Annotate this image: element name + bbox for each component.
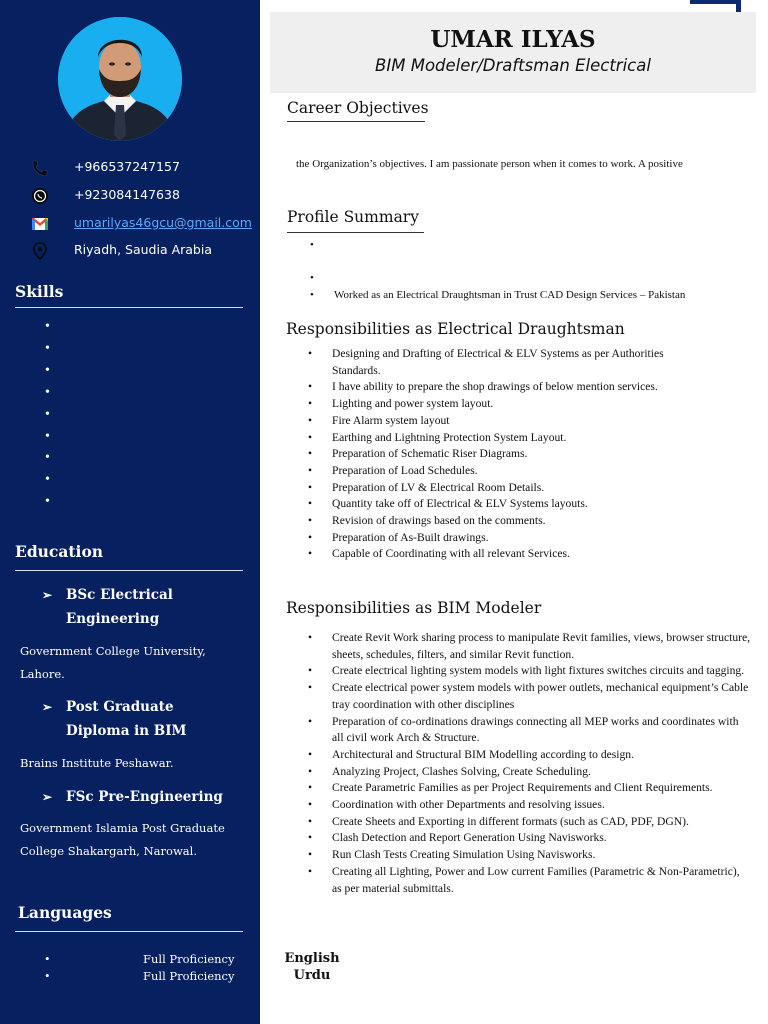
list-item [306, 714, 752, 747]
list-item-text: Create electrical power system models with power outlets, mechanical equipment’s Cable tray coordination with other disciplines [332, 681, 749, 711]
list-item [306, 747, 752, 764]
contact-phone[interactable] [0, 157, 260, 179]
education-place-fsc: Government Islamia Post Graduate College Shakargarh, Narowal. [20, 821, 225, 858]
list-item-text: Revision of drawings based on the comments. [332, 514, 546, 528]
bullet-icon: • [308, 681, 313, 695]
list-item-text: Run Clash Tests Creating Simulation Using Navisworks. [332, 848, 596, 862]
arrow-bullet-icon: ➢ [42, 790, 53, 804]
candidate-role: BIM Modeler/Draftsman Electrical [375, 56, 651, 75]
list-item-text: Create electrical lighting system models with light fixtures switches circuits and tagging. [332, 664, 745, 678]
list-item-text: Clash Detection and Report Generation Using Navisworks. [332, 831, 607, 845]
list-item [306, 379, 706, 396]
list-item [306, 764, 752, 781]
profile-summary-item: Worked as an Electrical Draughtsman in Trust CAD Design Services – Pakistan [334, 289, 686, 301]
list-item [306, 630, 752, 663]
skill-bullet-icon: • [45, 450, 50, 466]
list-item [306, 680, 752, 713]
language-row-english: • English Full Proficiency [45, 951, 340, 966]
list-item [306, 830, 752, 847]
list-item [306, 346, 706, 379]
profile-photo [58, 17, 182, 141]
bullet-icon: • [308, 814, 313, 828]
bim-responsibilities-list [306, 630, 752, 897]
email-link[interactable]: umarilyas46gcu@gmail.com [74, 215, 252, 230]
list-item [306, 430, 706, 447]
skill-bullet-icon: • [45, 362, 50, 378]
list-item-text: Coordination with other Departments and resolving issues. [332, 798, 605, 812]
list-item-text: Lighting and power system layout. [332, 397, 494, 411]
bullet-icon: • [308, 480, 313, 494]
skills-heading: Skills [15, 282, 64, 301]
bullet-icon: • [308, 664, 313, 678]
education-place-bsc: Government College University, Lahore. [20, 644, 206, 681]
whatsapp-number[interactable]: +923084147638 [74, 187, 180, 202]
education-title-bsc: ➢ BSc Electrical Engineering [42, 583, 241, 631]
list-item-text: Earthing and Lightning Protection System Layout. [332, 430, 567, 444]
profile-summary-underline [287, 232, 424, 233]
bullet-icon: • [310, 289, 314, 301]
bullet-icon: • [308, 397, 313, 411]
location-text: Riyadh, Saudia Arabia [74, 242, 212, 257]
phone-icon [30, 159, 50, 177]
bullet-icon: • [310, 239, 314, 251]
skill-bullet-icon: • [45, 319, 50, 334]
bullet-icon: • [308, 848, 313, 862]
list-item [306, 797, 752, 814]
bullet-icon: • [308, 530, 313, 544]
skill-bullet-icon: • [45, 494, 50, 510]
bullet-icon: • [308, 447, 313, 461]
contact-location [0, 240, 260, 262]
bullet-icon: • [308, 463, 313, 477]
list-item [306, 446, 706, 463]
candidate-name: UMAR ILYAS [430, 26, 596, 53]
list-item-text: Architectural and Structural BIM Modelling according to design. [332, 747, 635, 761]
list-item [306, 847, 752, 864]
education-title-fsc: ➢ FSc Pre-Engineering [42, 785, 241, 809]
sidebar [0, 0, 340, 1024]
list-item-text: Analyzing Project, Clashes Solving, Create Scheduling. [332, 764, 591, 778]
bullet-icon: • [308, 781, 313, 795]
location-pin-icon [30, 242, 50, 260]
bullet-icon: • [308, 497, 313, 511]
bullet-icon: • [45, 951, 50, 966]
languages-heading: Languages [18, 903, 112, 922]
bullet-icon: • [308, 864, 313, 878]
list-item [306, 496, 706, 513]
list-item-text: Preparation of Schematic Riser Diagrams. [332, 447, 528, 461]
education-title-pgd: ➢ Post Graduate Diploma in BIM [42, 695, 241, 743]
list-item [306, 513, 706, 530]
list-item-text: Quantity take off of Electrical & ELV Systems layouts. [332, 497, 588, 511]
education-place-pgd: Brains Institute Peshawar. [20, 756, 174, 770]
bullet-icon: • [308, 631, 313, 644]
bullet-icon: • [308, 514, 313, 528]
language-row-urdu: • Urdu Full Proficiency [45, 968, 331, 983]
list-item [306, 780, 752, 797]
list-item [306, 546, 706, 563]
list-item [306, 396, 706, 413]
gmail-icon [30, 215, 50, 233]
bullet-icon: • [308, 347, 313, 360]
list-item [306, 530, 706, 547]
portrait-image [58, 17, 182, 141]
list-item [306, 463, 706, 480]
skill-bullet-icon: • [45, 340, 50, 356]
contact-email[interactable] [0, 213, 260, 235]
list-item-text: Create Sheets and Exporting in different formats (such as CAD, PDF, DGN). [332, 814, 689, 828]
arrow-bullet-icon: ➢ [42, 588, 53, 602]
profile-summary-heading: Profile Summary [287, 208, 419, 226]
bullet-icon: • [308, 831, 313, 845]
list-item [306, 480, 706, 497]
list-item [306, 814, 752, 831]
bullet-icon: • [45, 968, 50, 983]
list-item-text: Preparation of Load Schedules. [332, 463, 478, 477]
list-item-text: Preparation of LV & Electrical Room Details. [332, 480, 545, 494]
list-item [306, 413, 706, 430]
list-item [306, 663, 752, 680]
draughtsman-responsibilities-list [306, 346, 706, 563]
phone-number[interactable]: +966537247157 [74, 159, 180, 174]
education-divider [15, 570, 243, 571]
draughtsman-responsibilities-heading: Responsibilities as Electrical Draughtsman [286, 320, 625, 338]
list-item-text: Capable of Coordinating with all relevant Services. [332, 547, 570, 561]
bullet-icon: • [308, 747, 313, 761]
list-item-text: Create Revit Work sharing process to manipulate Revit families, views, browser structure, sheets, schedules, filters, and similar Revit function. [332, 631, 751, 661]
education-heading: Education [15, 542, 104, 561]
corner-decoration [690, 0, 740, 4]
bullet-icon: • [308, 714, 313, 728]
skill-bullet-icon: • [45, 406, 50, 422]
contact-whatsapp[interactable] [0, 185, 260, 207]
list-item-text: Designing and Drafting of Electrical & ELV Systems as per Authorities Standards. [332, 347, 664, 377]
bullet-icon: • [308, 380, 313, 394]
career-objectives-heading: Career Objectives [287, 99, 429, 117]
bullet-icon: • [310, 272, 314, 284]
list-item-text: Create Parametric Families as per Project Requirements and Client Requirements. [332, 781, 713, 795]
list-item-text: Fire Alarm system layout [332, 413, 450, 427]
whatsapp-icon [30, 187, 50, 205]
bullet-icon: • [308, 413, 313, 427]
arrow-bullet-icon: ➢ [42, 700, 53, 714]
bullet-icon: • [308, 547, 313, 561]
skill-bullet-icon: • [45, 384, 50, 400]
list-item-text: I have ability to prepare the shop drawings of below mention services. [332, 380, 658, 394]
career-objectives-text: the Organization’s objectives. I am passionate person when it comes to work. A positive [296, 158, 683, 170]
bullet-icon: • [308, 798, 313, 812]
skill-bullet-icon: • [45, 428, 50, 444]
skill-bullet-icon: • [45, 472, 50, 488]
list-item-text: Preparation of co-ordinations drawings connecting all MEP works and coordinates with all civil work Arch & Structure. [332, 714, 739, 745]
skills-divider [15, 307, 243, 308]
bullet-icon: • [308, 764, 313, 778]
career-objectives-underline [287, 121, 425, 122]
list-item [306, 864, 752, 897]
bullet-icon: • [308, 430, 313, 444]
languages-divider [15, 931, 243, 932]
list-item-text: Preparation of As-Built drawings. [332, 530, 489, 544]
bim-responsibilities-heading: Responsibilities as BIM Modeler [286, 599, 542, 617]
list-item-text: Creating all Lighting, Power and Low current Families (Parametric & Non-Parametric), as per material submittals. [332, 864, 740, 895]
